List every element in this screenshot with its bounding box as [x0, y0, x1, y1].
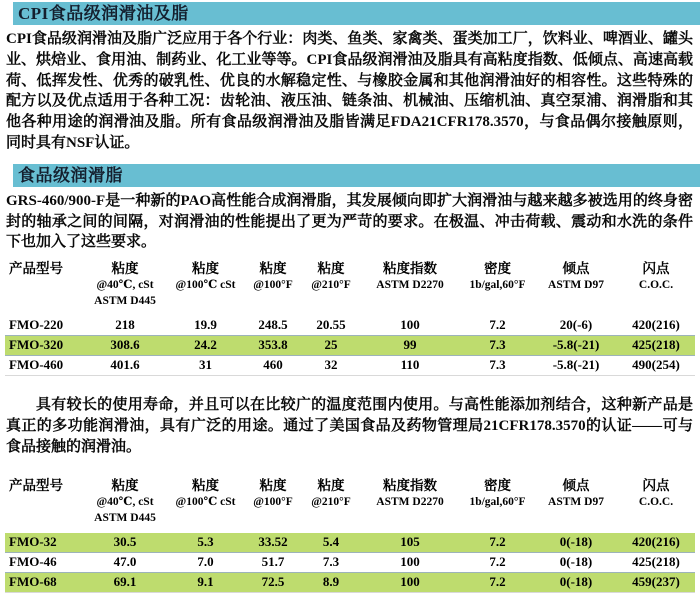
- column-header: 粘度 @40℃, cSt ASTM D445: [94, 477, 156, 524]
- table-cell: 51.7: [261, 553, 285, 569]
- table-cell: 7.2: [489, 317, 506, 333]
- column-header: 粘度 @100℃ cSt: [175, 477, 236, 508]
- table-cell: 20.55: [316, 317, 346, 333]
- oil-intro-paragraph: CPI食品级润滑油及脂广泛应用于各个行业：肉类、鱼类、家禽类、蛋类加工厂，饮料业、啤酒业、罐头业、烘焙业、食用油、制药业、化工业等等。CPI食品级润滑油及脂具有高粘度指数、低倾点、高速高载荷、低挥发性、优秀的破乳性、优良的水解稳定性、与橡胶金属和其他润滑油好的相容性。这些特殊的配方以及优点适用于各种工况：齿轮油、液压油、链条油、机械油、压缩机油、真空泵浦、润滑脂和其他各种用途的润滑油及脂。所有食品级润滑油及脂皆满足FDA21CFR178.3570，与食品偶尔接触原则，同时具有NSF认证。: [6, 31, 693, 151]
- table-cell: 24.2: [194, 337, 217, 353]
- product-model-cell: FMO-320: [9, 337, 64, 353]
- table-row: [5, 356, 695, 376]
- table-cell: 7.3: [322, 553, 340, 569]
- column-header: 闪点 C.O.C.: [638, 261, 674, 292]
- table-cell: 7.2: [489, 553, 506, 569]
- fmo-light-grades-table: [5, 477, 695, 593]
- table-cell: 460: [263, 357, 283, 373]
- table-cell: 69.1: [113, 573, 137, 589]
- table-cell: 31: [199, 357, 212, 373]
- table-cell: 353.8: [258, 337, 288, 353]
- table-cell: 99: [403, 337, 417, 353]
- section-header-grease-title: 食品级润滑脂: [18, 165, 123, 185]
- table-cell: 105: [400, 533, 420, 549]
- grease-intro-paragraph: GRS-460/900-F是一种新的PAO高性能合成润滑脂，其发展倾向即扩大润滑油与越来越多被选用的终身密封的轴承之间的间隔，对润滑油的性能提出了更为严苛的要求。在极温、冲击荷载、震动和水洗的条件下也加入了这些要求。: [6, 192, 693, 251]
- fmo-description-paragraph: 具有较长的使用寿命，并且可以在比较广的温度范围内使用。与高性能添加剂结合，这种新产品是真正的多功能润滑油，具有广泛的用途。通过了美国食品及药物管理局21CFR178.3570的认证——可与食品接触的润滑油。: [6, 397, 693, 455]
- table-cell: 100: [400, 553, 420, 569]
- section-header-oil-title: CPI食品级润滑油及脂: [18, 4, 189, 23]
- table-cell: 100: [400, 573, 420, 589]
- table-cell: 20(-6): [559, 317, 593, 333]
- table-row: [5, 572, 695, 592]
- column-header: 闪点 C.O.C.: [638, 477, 674, 508]
- column-header: 粘度 @100℃ cSt: [175, 261, 236, 292]
- table-cell: 218: [115, 317, 135, 333]
- table-cell: -5.8(-21): [552, 357, 600, 373]
- table-cell: 420(216): [632, 533, 680, 549]
- table-cell: 425(218): [632, 337, 680, 353]
- section-header-grease: [13, 164, 700, 187]
- table-cell: -5.8(-21): [552, 337, 600, 353]
- table-cell: 420(216): [632, 317, 680, 333]
- product-model-cell: FMO-220: [9, 317, 64, 333]
- column-header: 密度 1b/gal,60°F: [469, 261, 526, 292]
- table-cell: 0(-18): [559, 553, 593, 569]
- table-row: [5, 316, 695, 336]
- table-cell: 248.5: [258, 317, 288, 333]
- table-cell: 7.3: [489, 357, 506, 373]
- table-cell: 32: [324, 357, 338, 373]
- table-cell: 30.5: [113, 533, 137, 549]
- column-header: 粘度指数 ASTM D2270: [376, 477, 444, 508]
- section-header-oil: [13, 2, 700, 25]
- table-cell: 72.5: [261, 573, 285, 589]
- table-cell: 100: [400, 317, 420, 333]
- product-model-cell: FMO-68: [9, 573, 57, 589]
- table-cell: 490(254): [632, 357, 680, 373]
- column-header: 密度 1b/gal,60°F: [469, 477, 526, 508]
- table-cell: 401.6: [110, 357, 140, 373]
- table-cell: 5.3: [197, 533, 214, 549]
- table-cell: 308.6: [110, 337, 140, 353]
- column-header: 粘度 @40℃, cSt ASTM D445: [94, 261, 156, 308]
- column-header: 粘度 @100°F: [253, 477, 293, 508]
- column-header: 倾点 ASTM D97: [548, 261, 604, 292]
- table-row: [5, 336, 695, 356]
- table-cell: 7.3: [489, 337, 506, 353]
- table-cell: 0(-18): [559, 573, 593, 589]
- table-header-row: [5, 477, 695, 533]
- column-header: 粘度 @210°F: [311, 477, 351, 508]
- table-row: [5, 552, 695, 572]
- table-header-row: [5, 260, 695, 316]
- column-header: 粘度指数 ASTM D2270: [376, 261, 444, 292]
- table-cell: 7.2: [489, 573, 506, 589]
- table-cell: 25: [324, 337, 338, 353]
- table-cell: 110: [400, 357, 420, 373]
- table-cell: 19.9: [194, 317, 217, 333]
- column-header: 粘度 @210°F: [311, 261, 351, 292]
- column-header: 产品型号: [9, 477, 63, 493]
- table-row: [5, 533, 695, 553]
- column-header: 产品型号: [9, 261, 63, 277]
- table-cell: 47.0: [113, 553, 137, 569]
- table-cell: 7.0: [197, 553, 214, 569]
- table-cell: 8.9: [322, 573, 340, 589]
- column-header: 倾点 ASTM D97: [548, 477, 604, 508]
- table-cell: 33.52: [258, 533, 288, 549]
- product-model-cell: FMO-32: [9, 533, 57, 549]
- table-cell: 7.2: [489, 533, 506, 549]
- table-cell: 9.1: [197, 573, 214, 589]
- fmo-heavy-grades-table: [5, 260, 695, 376]
- table-cell: 5.4: [322, 533, 340, 549]
- product-model-cell: FMO-460: [9, 357, 64, 373]
- column-header: 粘度 @100°F: [253, 261, 293, 292]
- product-model-cell: FMO-46: [9, 553, 57, 569]
- table-cell: 425(218): [632, 553, 680, 569]
- table-cell: 0(-18): [559, 533, 593, 549]
- table-cell: 459(237): [632, 573, 680, 589]
